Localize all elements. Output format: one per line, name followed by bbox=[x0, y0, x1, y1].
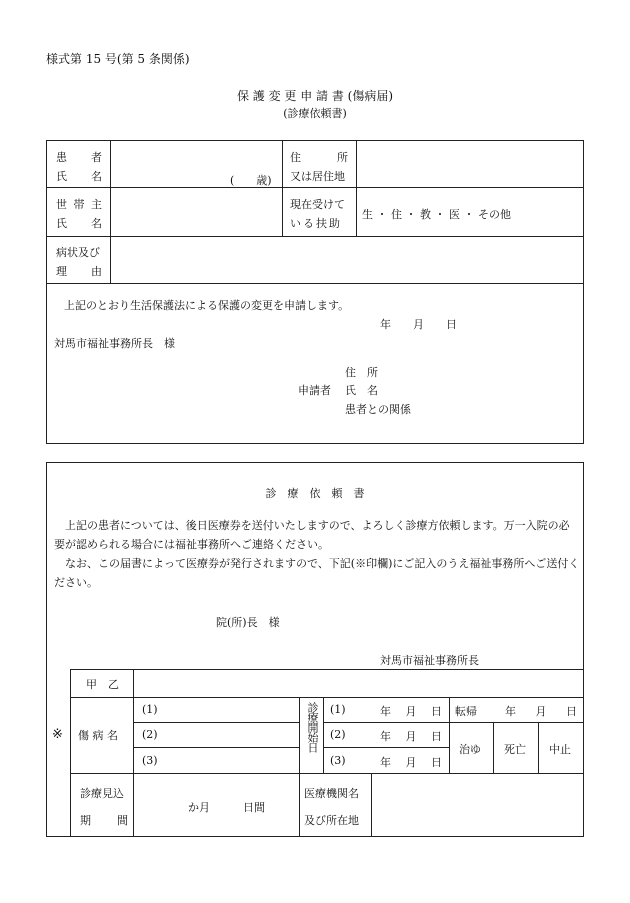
age-field: ( 歳) bbox=[230, 174, 272, 187]
applicant-label: 申請者 bbox=[298, 384, 331, 397]
current-aid-label: 現在受けて bbox=[290, 198, 345, 211]
outcome-discontinued: 中止 bbox=[549, 743, 571, 756]
mark-symbol: ※ bbox=[52, 727, 63, 742]
patient-name-label: 患 者 bbox=[56, 151, 102, 164]
start-item-3: (3) bbox=[330, 754, 346, 767]
request-paragraph-2: なお、この届書によって医療券が発行されますので、下記(※印欄)にご記入のうえ福祉事務所へご送付ください。 bbox=[54, 557, 580, 589]
sender: 対馬市福祉事務所長 bbox=[380, 654, 479, 667]
outcome-death: 死亡 bbox=[504, 743, 526, 756]
disease-item-2: (2) bbox=[142, 728, 158, 741]
request-title: 診 療 依 頼 書 bbox=[265, 487, 365, 500]
start-date-3: 年 月 日 bbox=[380, 756, 442, 769]
form-number: 様式第 15 号(第 5 条関係) bbox=[46, 52, 190, 66]
outcome-label: 転帰 bbox=[455, 705, 477, 718]
form-title: 保 護 変 更 申 請 書 (傷病届) bbox=[236, 89, 394, 103]
aid-types: 生 ・ 住 ・ 教 ・ 医 ・ その他 bbox=[362, 208, 511, 221]
request-paragraph-1: 上記の患者については、後日医療券を送付いたしますので、よろしく診療方依頼します。万一入院の必要が認められる場合には福祉事務所へご連絡ください。 bbox=[54, 519, 570, 551]
start-item-1: (1) bbox=[330, 703, 346, 716]
address-label: 住 所 bbox=[290, 151, 348, 164]
outcome-cured: 治ゆ bbox=[459, 743, 481, 756]
start-item-2: (2) bbox=[330, 728, 346, 741]
institution-label: 医療機関名 bbox=[304, 787, 359, 800]
expected-period-label: 診療見込 bbox=[80, 787, 124, 800]
application-statement: 上記のとおり生活保護法による保護の変更を申請します。 bbox=[64, 299, 350, 312]
outcome-date: 年 月 日 bbox=[505, 705, 577, 718]
kou-otsu: 甲 乙 bbox=[86, 678, 119, 691]
applicant-address: 住 所 bbox=[345, 366, 378, 379]
application-box bbox=[46, 140, 584, 444]
disease-item-1: (1) bbox=[142, 703, 158, 716]
duration-field: か月 日間 bbox=[188, 801, 265, 814]
applicant-name: 氏 名 bbox=[345, 384, 378, 397]
start-date-1: 年 月 日 bbox=[380, 705, 442, 718]
application-date: 年 月 日 bbox=[380, 318, 457, 331]
start-date-2: 年 月 日 bbox=[380, 730, 442, 743]
illness-label: 病状及び bbox=[56, 246, 100, 259]
hospital-addressee: 院(所)長 様 bbox=[216, 616, 280, 629]
householder-label: 世 帯 主 bbox=[56, 198, 102, 211]
disease-label: 傷 病 名 bbox=[78, 729, 118, 742]
applicant-relation: 患者との関係 bbox=[345, 403, 411, 416]
disease-item-3: (3) bbox=[142, 754, 158, 767]
start-date-label: 診療開始日 bbox=[306, 702, 319, 752]
addressee: 対馬市福祉事務所長 様 bbox=[54, 337, 175, 350]
form-subtitle: (診療依頼書) bbox=[283, 107, 347, 120]
